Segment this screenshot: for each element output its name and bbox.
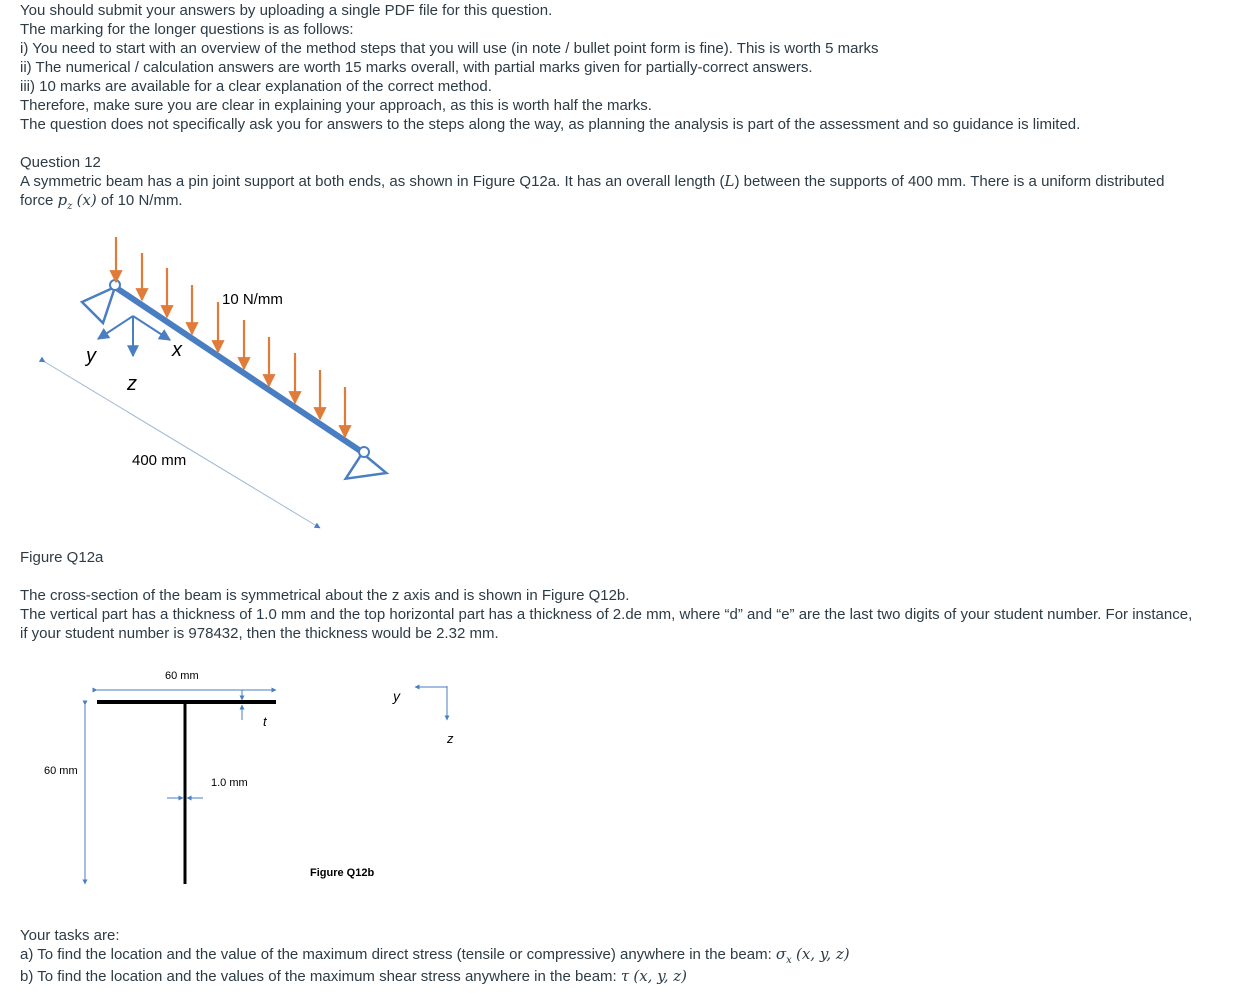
coordinate-axes xyxy=(98,316,170,356)
instruction-line-2: The marking for the longer questions is as follows: xyxy=(20,21,354,38)
length-label: 400 mm xyxy=(132,452,187,469)
task-b-text: b) To find the location and the values of the maximum shear stress anywhere in the beam: xyxy=(20,968,621,985)
question-line-1-a: A symmetric beam has a pin joint support at both ends, as shown in Figure Q12a. It has an overall length ( xyxy=(20,173,725,190)
distributed-load-arrows xyxy=(116,237,345,437)
task-b xyxy=(20,967,687,986)
tasks-heading: Your tasks are: xyxy=(20,927,120,944)
task-a-args: (x, y, z) xyxy=(795,945,850,963)
tau-symbol: τ xyxy=(620,967,630,985)
axis-y-label-b: y xyxy=(393,688,400,704)
sigma-sub: x xyxy=(786,955,792,966)
sigma-symbol: σ xyxy=(775,945,787,963)
instruction-line-3: i) You need to start with an overview of the method steps that you will use (in note / bullet point form is fine). This is worth 5 marks xyxy=(20,40,879,57)
axis-x-label: x xyxy=(172,339,182,361)
load-label: 10 N/mm xyxy=(222,291,283,308)
question-line-2-b: of 10 N/mm. xyxy=(96,192,183,209)
question-line-2 xyxy=(20,191,183,216)
left-pin-support xyxy=(82,280,120,323)
right-pin-support xyxy=(343,447,387,479)
question-title: Question 12 xyxy=(20,154,101,171)
axis-y-label: y xyxy=(86,345,96,367)
web-thickness-label: 1.0 mm xyxy=(211,777,248,789)
load-argument: (x) xyxy=(76,191,97,209)
figure-q12b-caption: Figure Q12b xyxy=(310,867,375,879)
length-symbol: L xyxy=(724,172,735,190)
width-label: 60 mm xyxy=(165,670,199,682)
axis-z-label: z xyxy=(127,373,137,395)
instruction-line-6: Therefore, make sure you are clear in explaining your approach, as this is worth half the marks. xyxy=(20,97,652,114)
height-label: 60 mm xyxy=(44,765,78,777)
t-label: t xyxy=(263,714,267,729)
axis-z-label-b: z xyxy=(447,731,454,746)
instruction-line-5: iii) 10 marks are available for a clear explanation of the correct method. xyxy=(20,78,492,95)
figure-q12a xyxy=(0,225,420,535)
beam xyxy=(115,287,362,452)
question-line-1 xyxy=(20,172,1164,191)
task-a-text: a) To find the location and the value of the maximum direct stress (tensile or compressive) anywhere in the beam: xyxy=(20,946,776,963)
instruction-line-4: ii) The numerical / calculation answers are worth 15 marks overall, with partial marks given for partially-correct answers. xyxy=(20,59,813,76)
figure-q12a-caption: Figure Q12a xyxy=(20,549,104,566)
cross-section-line-2: The vertical part has a thickness of 1.0 mm and the top horizontal part has a thickness of 2.de mm, where “d” and “e” are the last two digits of your student number. For instance, xyxy=(20,606,1193,623)
instruction-line-7: The question does not specifically ask you for answers to the steps along the way, as planning the analysis is part of the assessment and so guidance is limited. xyxy=(20,116,1081,133)
question-line-1-b: ) between the supports of 400 mm. There is a uniform distributed xyxy=(734,173,1165,190)
task-b-args: (x, y, z) xyxy=(633,967,687,985)
figure-q12b xyxy=(0,660,480,890)
cross-section-line-3: if your student number is 978432, then the thickness would be 2.32 mm. xyxy=(20,625,499,642)
load-symbol-sub: z xyxy=(67,201,73,212)
load-symbol: p xyxy=(57,191,68,209)
axis-y-line xyxy=(415,686,447,687)
instruction-line-1: You should submit your answers by uploading a single PDF file for this question. xyxy=(20,2,553,19)
length-dimension-line xyxy=(45,362,320,528)
cross-section-line-1: The cross-section of the beam is symmetrical about the z axis and is shown in Figure Q12b. xyxy=(20,587,630,604)
question-line-2-a: force xyxy=(20,192,58,209)
